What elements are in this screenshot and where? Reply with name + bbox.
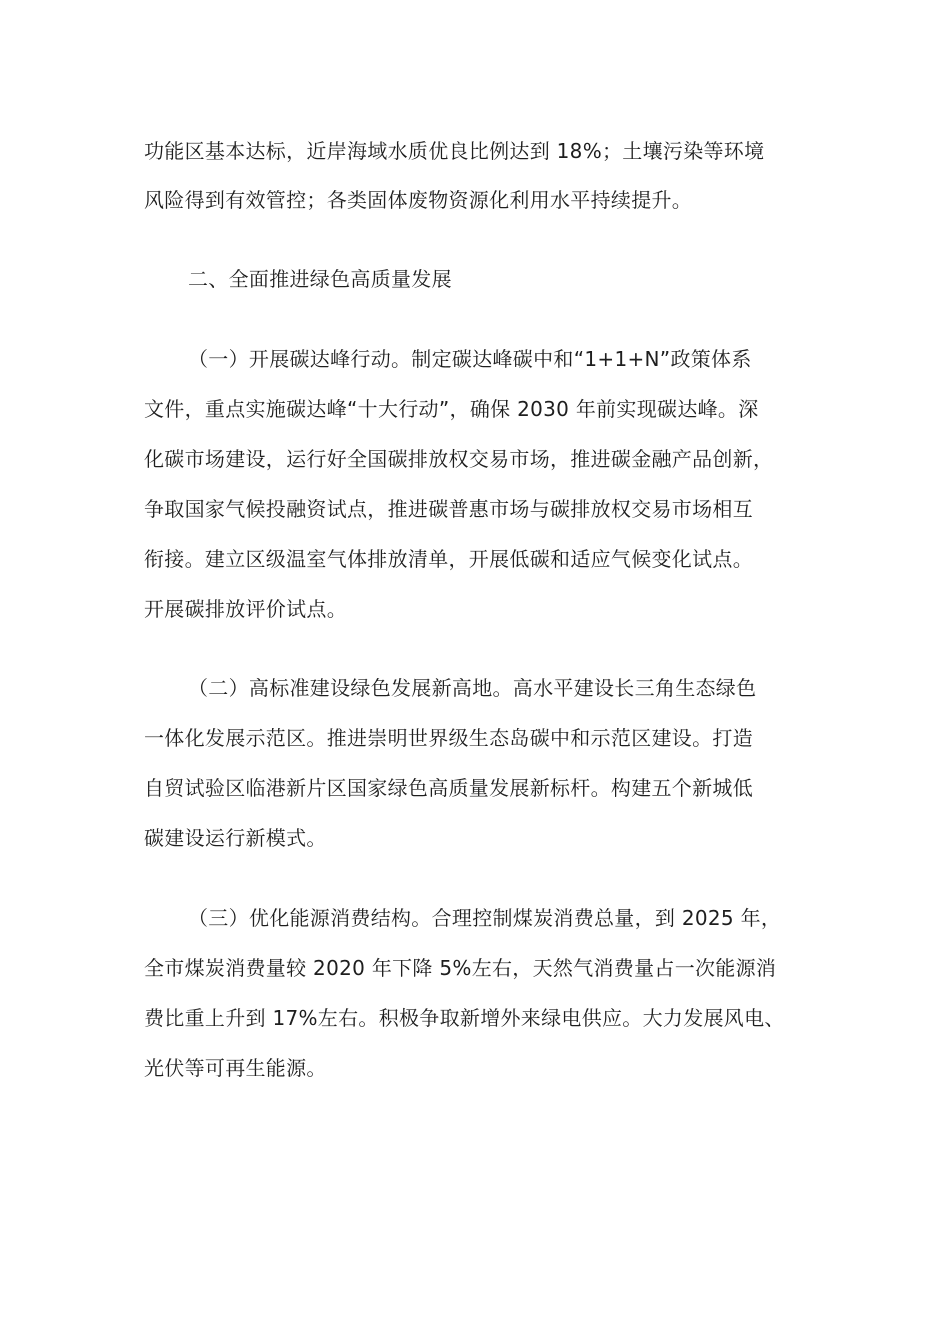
paragraph-2-line-1: （二）高标准建设绿色发展新高地。高水平建设长三角生态绿色 [188,676,757,700]
intro-line-1: 功能区基本达标，近岸海域水质优良比例达到 18%；土壤污染等环境 [144,139,765,163]
paragraph-2-line-4: 碳建设运行新模式。 [144,826,327,850]
paragraph-3-line-4: 光伏等可再生能源。 [144,1056,327,1080]
paragraph-1-line-2: 文件，重点实施碳达峰“十大行动”，确保 2030 年前实现碳达峰。深 [144,397,759,421]
intro-line-2: 风险得到有效管控；各类固体废物资源化利用水平持续提升。 [144,188,693,212]
paragraph-3-line-2: 全市煤炭消费量较 2020 年下降 5%左右，天然气消费量占一次能源消 [144,956,777,980]
paragraph-2-line-2: 一体化发展示范区。推进崇明世界级生态岛碳中和示范区建设。打造 [144,726,753,750]
paragraph-1-line-4: 争取国家气候投融资试点，推进碳普惠市场与碳排放权交易市场相互 [144,497,753,521]
paragraph-1-line-1: （一）开展碳达峰行动。制定碳达峰碳中和“1+1+N”政策体系 [188,347,752,371]
paragraph-3-line-3: 费比重上升到 17%左右。积极争取新增外来绿电供应。大力发展风电、 [144,1006,785,1030]
paragraph-1-line-6: 开展碳排放评价试点。 [144,597,347,621]
paragraph-1-line-3: 化碳市场建设，运行好全国碳排放权交易市场，推进碳金融产品创新， [144,447,774,471]
paragraph-3-line-1: （三）优化能源消费结构。合理控制煤炭消费总量，到 2025 年， [188,906,782,930]
paragraph-2-line-3: 自贸试验区临港新片区国家绿色高质量发展新标杆。构建五个新城低 [144,776,753,800]
section-heading: 二、全面推进绿色高质量发展 [188,267,452,291]
paragraph-1-line-5: 衔接。建立区级温室气体排放清单，开展低碳和适应气候变化试点。 [144,547,753,571]
